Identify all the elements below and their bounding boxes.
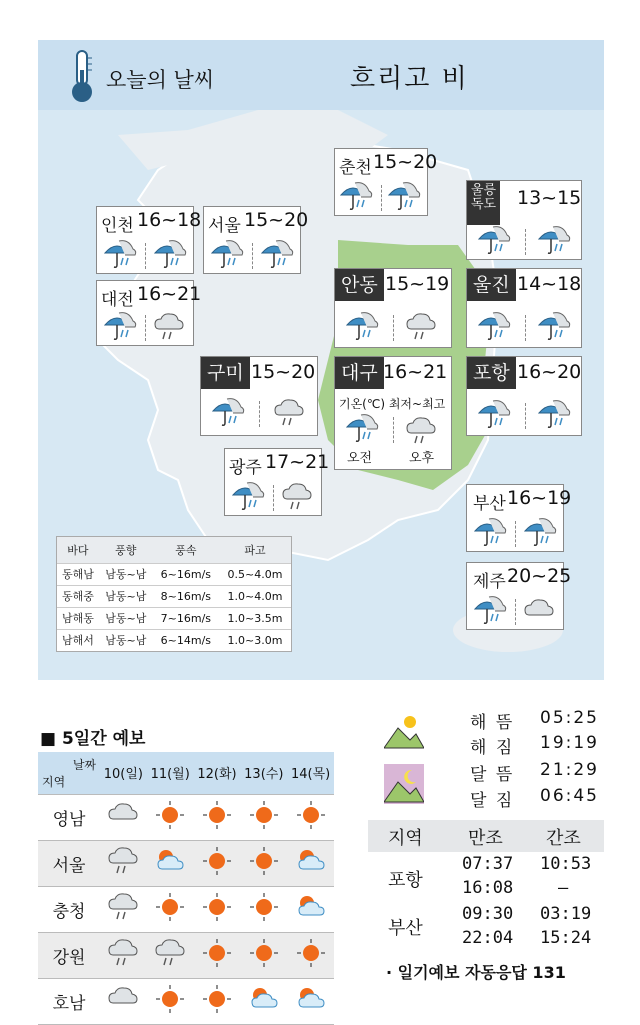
header-title-left: 오늘의 날씨 bbox=[106, 68, 215, 92]
table-row bbox=[38, 978, 334, 1024]
forecast-cell bbox=[147, 794, 194, 840]
forecast-cell bbox=[287, 932, 334, 978]
city-name-tag: 울릉 독도 bbox=[467, 181, 500, 225]
city-name: 서울 bbox=[208, 216, 241, 236]
rain-umbrella-icon bbox=[477, 311, 511, 343]
tide-header: 간조 bbox=[546, 828, 581, 849]
city-temp: 15~20 bbox=[244, 209, 309, 231]
rain-umbrella-icon bbox=[537, 399, 571, 431]
sunset-label: 해 짐 bbox=[470, 738, 515, 758]
header-title-right: 흐리고 비 bbox=[350, 64, 469, 94]
sea-cell: 남동~남 bbox=[99, 629, 153, 651]
day-header: 10(일) bbox=[100, 752, 147, 794]
city-name-tag: 안동 bbox=[335, 269, 384, 301]
sea-cell: 7~16m/s bbox=[153, 607, 219, 629]
divider bbox=[252, 243, 253, 269]
forecast-cell bbox=[100, 840, 147, 886]
forecast-cell bbox=[287, 978, 334, 1024]
divider bbox=[525, 229, 526, 255]
forecast-cell bbox=[194, 978, 241, 1024]
sea-cell: 남해서 bbox=[57, 629, 99, 651]
moonrise-label: 달 뜸 bbox=[470, 765, 515, 785]
tide-region: 포항 bbox=[388, 870, 423, 891]
rain-umbrella-icon bbox=[477, 225, 511, 257]
rain-umbrella-icon bbox=[231, 481, 265, 513]
cloud-rain-icon bbox=[405, 415, 439, 447]
forecast-cell bbox=[147, 978, 194, 1024]
forecast-cell bbox=[194, 840, 241, 886]
sun-icon bbox=[201, 799, 233, 831]
day-header: 12(화) bbox=[194, 752, 241, 794]
sun-icon bbox=[154, 799, 186, 831]
tide-header: 지역 bbox=[388, 828, 423, 849]
city-card-chuncheon bbox=[334, 148, 438, 216]
divider bbox=[515, 521, 516, 547]
rain-umbrella-icon bbox=[537, 225, 571, 257]
sea-cell: 동해중 bbox=[57, 585, 99, 607]
region-label: 영남 bbox=[38, 794, 100, 840]
city-card-seoul bbox=[203, 206, 309, 274]
forecast-cell bbox=[100, 932, 147, 978]
region-label: 호남 bbox=[38, 978, 100, 1024]
divider bbox=[259, 401, 260, 427]
city-card-andong bbox=[334, 268, 452, 348]
rain-umbrella-icon bbox=[211, 397, 245, 429]
forecast-cell bbox=[240, 932, 287, 978]
rain-umbrella-icon bbox=[523, 517, 557, 549]
sunrise-label: 해 뜸 bbox=[470, 713, 515, 733]
forecast-cell bbox=[287, 794, 334, 840]
sun-icon bbox=[201, 891, 233, 923]
sun-icon bbox=[295, 937, 327, 969]
pm-label: 오후 bbox=[409, 451, 435, 466]
partly-cloudy-icon bbox=[295, 891, 327, 923]
city-name: 부산 bbox=[473, 494, 506, 514]
cloud-icon bbox=[107, 983, 139, 1015]
sea-cell: 남동~남 bbox=[99, 563, 153, 585]
divider bbox=[145, 315, 146, 341]
city-card-uljin bbox=[466, 268, 582, 348]
divider bbox=[515, 599, 516, 625]
city-temp: 16~21 bbox=[383, 361, 448, 383]
forecast-cell bbox=[147, 840, 194, 886]
rain-umbrella-icon bbox=[473, 595, 507, 627]
table-row bbox=[57, 607, 291, 629]
cloud-rain-icon bbox=[281, 481, 315, 513]
table-row bbox=[38, 840, 334, 886]
forecast-cell bbox=[100, 978, 147, 1024]
city-temp: 13~15 bbox=[517, 187, 582, 209]
sunset-time: 19:19 bbox=[540, 733, 599, 753]
forecast-cell bbox=[147, 886, 194, 932]
day-header: 11(월) bbox=[147, 752, 194, 794]
cloud-rain-icon bbox=[107, 937, 139, 969]
forecast-cell bbox=[147, 932, 194, 978]
rain-umbrella-icon bbox=[345, 413, 379, 445]
partly-cloudy-icon bbox=[154, 845, 186, 877]
sunrise-icon bbox=[384, 710, 424, 750]
city-card-gwangju bbox=[224, 448, 330, 516]
divider bbox=[393, 315, 394, 341]
rain-umbrella-icon bbox=[103, 239, 137, 271]
sun-icon bbox=[154, 983, 186, 1015]
divider bbox=[145, 243, 146, 269]
cloud-rain-icon bbox=[273, 397, 307, 429]
tide-value: – bbox=[558, 878, 569, 898]
cloud-rain-icon bbox=[107, 845, 139, 877]
sea-cell: 0.5~4.0m bbox=[219, 563, 291, 585]
city-name-tag: 울진 bbox=[467, 269, 516, 301]
city-temp: 17~21 bbox=[265, 451, 330, 473]
city-card-busan bbox=[466, 484, 572, 552]
moonset-time: 06:45 bbox=[540, 786, 599, 806]
sun-icon bbox=[248, 799, 280, 831]
city-card-daegu bbox=[334, 356, 452, 470]
forecast-cell bbox=[100, 886, 147, 932]
rain-umbrella-icon bbox=[387, 181, 421, 213]
tide-header: 만조 bbox=[468, 828, 503, 849]
city-temp: 16~19 bbox=[507, 487, 572, 509]
sea-cell: 남동~남 bbox=[99, 607, 153, 629]
header-bar bbox=[38, 40, 604, 110]
rain-umbrella-icon bbox=[210, 239, 244, 271]
sea-header: 풍향 bbox=[99, 537, 153, 563]
sun-icon bbox=[248, 937, 280, 969]
city-name: 제주 bbox=[473, 572, 506, 592]
sun-icon bbox=[201, 845, 233, 877]
tide-region: 부산 bbox=[388, 918, 423, 939]
city-temp: 16~18 bbox=[137, 209, 202, 231]
partly-cloudy-icon bbox=[295, 983, 327, 1015]
city-name: 인천 bbox=[101, 216, 134, 236]
corner-bottom-label: 지역 bbox=[42, 774, 66, 789]
cloud-rain-icon bbox=[153, 311, 187, 343]
rain-umbrella-icon bbox=[339, 181, 373, 213]
sea-conditions-table bbox=[56, 536, 292, 652]
region-label: 충청 bbox=[38, 886, 100, 932]
tide-value: 16:08 bbox=[462, 878, 514, 898]
partly-cloudy-icon bbox=[248, 983, 280, 1015]
sea-cell: 남동~남 bbox=[99, 585, 153, 607]
sea-header: 바다 bbox=[57, 537, 99, 563]
forecast-cell bbox=[240, 794, 287, 840]
day-header: 13(수) bbox=[240, 752, 287, 794]
city-temp: 15~20 bbox=[251, 361, 316, 383]
moonset-label: 달 짐 bbox=[470, 791, 515, 811]
forecast-cell bbox=[240, 978, 287, 1024]
sea-header: 풍속 bbox=[153, 537, 219, 563]
rain-umbrella-icon bbox=[260, 239, 294, 271]
moon-icon bbox=[384, 764, 424, 804]
rain-umbrella-icon bbox=[345, 311, 379, 343]
forecast-cell bbox=[194, 886, 241, 932]
table-row bbox=[38, 932, 334, 978]
city-name: 춘천 bbox=[339, 158, 372, 178]
sea-cell: 1.0~3.5m bbox=[219, 607, 291, 629]
city-card-gumi bbox=[200, 356, 318, 436]
city-name: 광주 bbox=[229, 458, 262, 478]
sun-icon bbox=[248, 891, 280, 923]
five-day-forecast-table bbox=[38, 752, 334, 1025]
region-label: 서울 bbox=[38, 840, 100, 886]
forecast-cell bbox=[194, 794, 241, 840]
tide-value: 22:04 bbox=[462, 928, 514, 948]
rain-umbrella-icon bbox=[103, 311, 137, 343]
day-header: 14(목) bbox=[287, 752, 334, 794]
divider bbox=[381, 185, 382, 211]
table-row bbox=[57, 563, 291, 585]
sea-cell: 6~16m/s bbox=[153, 563, 219, 585]
moonrise-time: 21:29 bbox=[540, 760, 599, 780]
rain-umbrella-icon bbox=[537, 311, 571, 343]
cloud-rain-icon bbox=[154, 937, 186, 969]
forecast-title: ■ 5일간 예보 bbox=[40, 729, 146, 749]
table-row bbox=[57, 585, 291, 607]
divider bbox=[525, 403, 526, 429]
rain-umbrella-icon bbox=[153, 239, 187, 271]
legend-text: 기온(℃) 최저~최고 bbox=[339, 397, 446, 411]
sunrise-time: 05:25 bbox=[540, 708, 599, 728]
table-row bbox=[38, 794, 334, 840]
corner-cell bbox=[38, 752, 100, 794]
sun-icon bbox=[201, 983, 233, 1015]
city-temp: 16~21 bbox=[137, 283, 202, 305]
city-card-incheon bbox=[96, 206, 202, 274]
cloud-icon bbox=[523, 595, 557, 627]
sea-cell: 남해동 bbox=[57, 607, 99, 629]
forecast-phone-line: · 일기예보 자동응답 131 bbox=[386, 963, 566, 982]
sea-cell: 1.0~3.0m bbox=[219, 629, 291, 651]
city-temp: 15~20 bbox=[373, 151, 438, 173]
tide-value: 15:24 bbox=[540, 928, 592, 948]
cloud-icon bbox=[107, 799, 139, 831]
sun-icon bbox=[295, 799, 327, 831]
city-card-daejeon bbox=[96, 280, 202, 346]
city-temp: 15~19 bbox=[385, 273, 450, 295]
city-card-pohang bbox=[466, 356, 582, 436]
tide-value: 07:37 bbox=[462, 854, 514, 874]
city-name: 대전 bbox=[101, 290, 134, 310]
am-label: 오전 bbox=[347, 451, 373, 466]
tide-value: 03:19 bbox=[540, 904, 592, 924]
sun-icon bbox=[248, 845, 280, 877]
cloud-rain-icon bbox=[107, 891, 139, 923]
tide-value: 09:30 bbox=[462, 904, 514, 924]
sea-cell: 8~16m/s bbox=[153, 585, 219, 607]
divider bbox=[393, 417, 394, 443]
city-temp: 14~18 bbox=[517, 273, 582, 295]
sea-header: 파고 bbox=[219, 537, 291, 563]
tide-value: 10:53 bbox=[540, 854, 592, 874]
sea-cell: 동해남 bbox=[57, 563, 99, 585]
forecast-cell bbox=[240, 886, 287, 932]
rain-umbrella-icon bbox=[477, 399, 511, 431]
rain-umbrella-icon bbox=[473, 517, 507, 549]
sun-icon bbox=[154, 891, 186, 923]
city-temp: 16~20 bbox=[517, 361, 582, 383]
table-row bbox=[57, 629, 291, 651]
thermometer-icon bbox=[68, 48, 96, 104]
forecast-cell bbox=[194, 932, 241, 978]
partly-cloudy-icon bbox=[295, 845, 327, 877]
city-card-ulleung bbox=[466, 180, 582, 260]
cloud-rain-icon bbox=[405, 311, 439, 343]
sea-cell: 1.0~4.0m bbox=[219, 585, 291, 607]
city-temp: 20~25 bbox=[507, 565, 572, 587]
sea-cell: 6~14m/s bbox=[153, 629, 219, 651]
table-row bbox=[38, 886, 334, 932]
sun-icon bbox=[201, 937, 233, 969]
region-label: 강원 bbox=[38, 932, 100, 978]
divider bbox=[525, 315, 526, 341]
city-card-jeju bbox=[466, 562, 572, 630]
forecast-cell bbox=[287, 886, 334, 932]
divider bbox=[273, 485, 274, 511]
forecast-cell bbox=[240, 840, 287, 886]
forecast-cell bbox=[100, 794, 147, 840]
city-name-tag: 포항 bbox=[467, 357, 516, 389]
corner-top-label: 날짜 bbox=[72, 758, 96, 772]
city-name-tag: 구미 bbox=[201, 357, 250, 389]
city-name-tag: 대구 bbox=[335, 357, 384, 389]
forecast-cell bbox=[287, 840, 334, 886]
